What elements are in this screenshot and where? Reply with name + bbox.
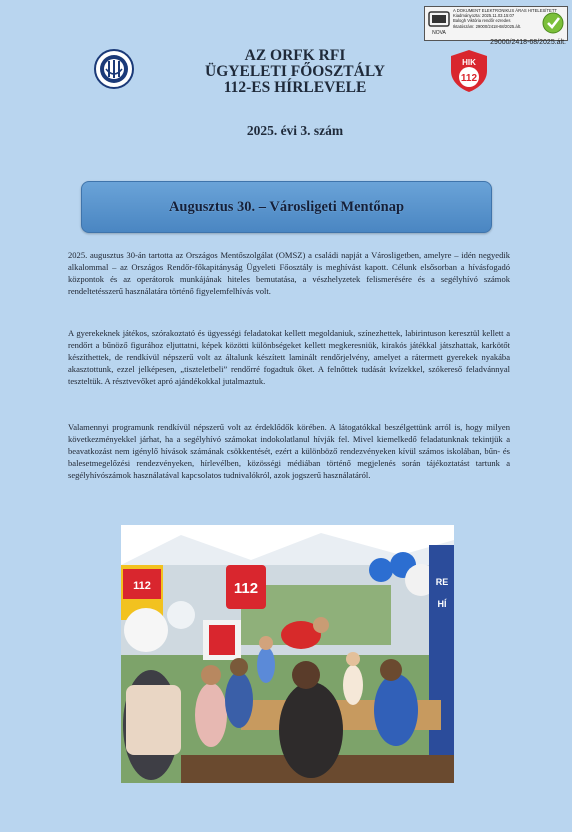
verified-check-icon	[542, 11, 564, 35]
photo-right-banner-text: RE	[435, 577, 449, 587]
logo-letters: HIK	[462, 58, 476, 67]
orfk-emblem-icon	[94, 49, 134, 89]
stamp-line: Kiadmányozta: 2025.11.03.15:07	[453, 13, 515, 19]
newsletter-title	[150, 48, 440, 96]
stamp-seal-text: NOVA	[432, 30, 446, 36]
photo-112-sign: 112	[233, 580, 259, 597]
title-line: ÜGYELETI FŐOSZTÁLY	[205, 63, 385, 80]
title-line: 112-ES HÍRLEVELE	[223, 79, 367, 96]
photo-left-banner-text: 112	[133, 580, 151, 592]
nova-logo-icon	[428, 10, 450, 36]
stamp-line: Balogh Viktória rendőr ezredes	[453, 18, 511, 24]
stamp-line: Iktatószám: 29000/2418-68/2025.ált.	[453, 23, 521, 29]
headline-banner	[81, 181, 492, 233]
issue-number: 2025. évi 3. szám	[246, 123, 344, 138]
paragraph: Valamennyi programunk rendkívül népszerű volt az érdeklődők körében. A látogatókkal beszélgettünk arról is, hogy milyen következményekkel járhat, ha a segélyhívó számokat indokolatlanul hívják fel. Mivel kiemelkedő feladatunknak tekintjük a beavatkozást nem igénylő hívások számának csökkentését, ezért a különböző rendezvényeken kívül számos iskolában, bűn- és balesetmegelőzési rendezvényeken, hírlevélben, közösségi médiában történő megjelenés során tájékoztatást tartunk a segélyhívószámok használatával kapcsolatos tudnivalókról, azok jogszerű használatáról.	[68, 422, 510, 480]
stamp-text	[453, 8, 557, 29]
digital-signature-stamp	[424, 6, 568, 41]
stamp-line: A DOKUMENT ELEKTRONIKUS ÁRAS HITELESÍTETT	[453, 8, 557, 13]
event-photo	[121, 525, 454, 783]
title-line: AZ ORFK RFI	[244, 47, 346, 64]
paragraph: 2025. augusztus 30-án tartotta az Országos Mentőszolgálat (OMSZ) a családi napját a Városligetben, amelyre – idén negyedik alkalommal – az Országos Rendőr-főkapitányság Ügyeleti Főosztály is meghívást kapott. Célunk elsősorban a hívásfogadó központok és az operátorok munkájának hiteles bemutatása, a vészhelyzetek felismerésére és a segélyhívó számok rendeltetésszerű használatára történő figyelemfelhívás volt.	[68, 250, 510, 296]
logo-number: 112	[460, 73, 478, 84]
headline: Augusztus 30. – Városligeti Mentőnap	[168, 198, 405, 215]
paragraph: A gyerekeknek játékos, szórakoztató és ügyességi feladatokat kellett megoldaniuk, színezhettek, labirintuson keresztül kellett a rendőrt a bűnöző figurához eljuttatni, képek közötti különbségeket kellett megkeresniük, kirakós játékkal játszhattak, karkötőt készíthettek, de rendkívül népszerű volt az általunk készített laminált rendőrjelvény, amelyet a rátermett gyerekek nyakába akasztottunk, ezzel jelképesen, „tiszteletbeli” rendőrré fogadtuk őket. A felnőttek tudását kvízekkel, szókereső feladvánnyal teszteltük. A résztvevőket apró ajándékokkal jutalmaztuk.	[68, 328, 510, 386]
hik-112-logo-icon	[449, 49, 489, 93]
photo-right-banner-text: HÍ	[437, 599, 447, 609]
document-number: 29000/2418-68/2025.ált.	[490, 39, 566, 46]
